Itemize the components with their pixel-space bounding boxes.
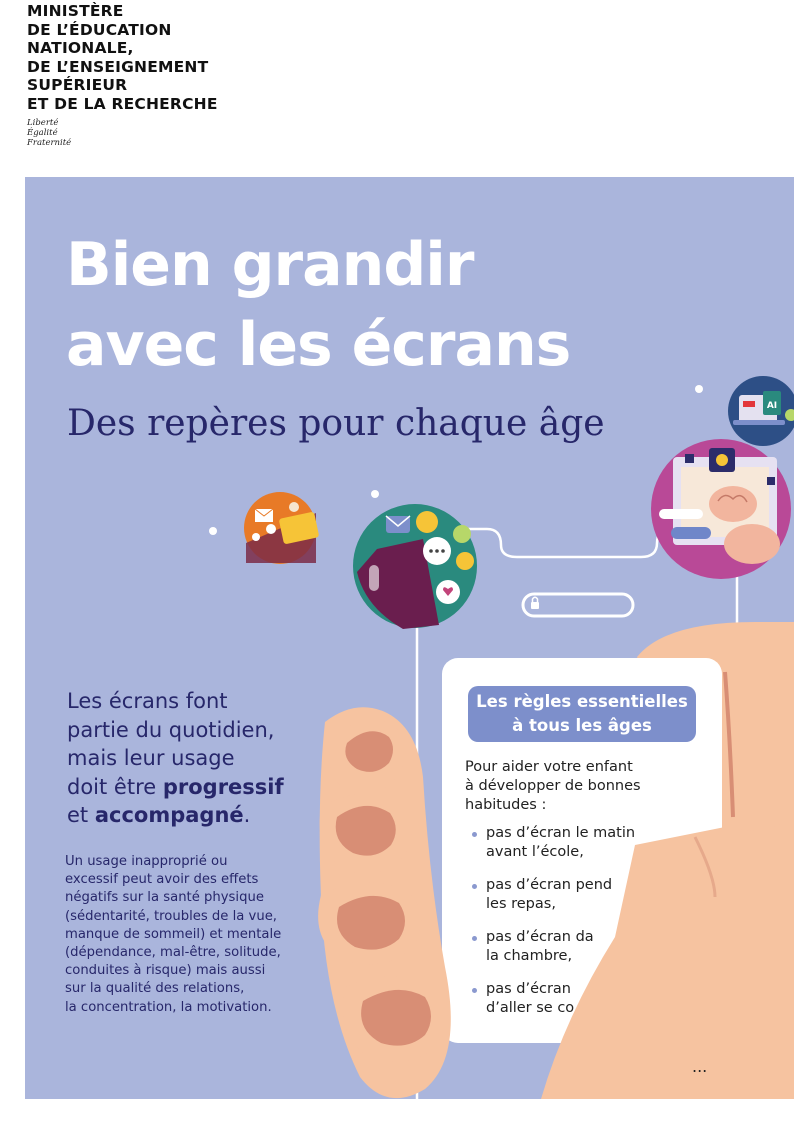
ministry-name-line: SUPÉRIEUR (27, 76, 128, 94)
ministry-name-line: DE L’ÉDUCATION (27, 20, 172, 39)
paragraph-line: conduites à risque) mais aussi (65, 963, 266, 979)
rule-line: pas d’écran le matin (486, 825, 636, 841)
motto-line: Fraternité (27, 138, 72, 148)
intro-line: partie du quotidien, (67, 717, 275, 742)
ai-label: AI (766, 401, 778, 411)
rules-title-line: Les règles essentielles (476, 692, 688, 711)
intro-line: mais leur usage (67, 746, 235, 770)
rule-line: pas d’écran (486, 981, 571, 997)
poster-subtitle: Des repères pour chaque âge (67, 403, 605, 444)
right-palm (541, 817, 794, 1099)
poster-panel (25, 177, 794, 1099)
rule-line: avant l’école, (486, 844, 584, 860)
republic-motto (27, 118, 218, 148)
rule-line: pas d’écran da (486, 929, 594, 945)
rules-intro-line: à développer de bonnes (465, 778, 641, 794)
rule-line: pas d’écran pend (486, 877, 613, 893)
ministry-logo (27, 2, 218, 148)
ministry-name-line: NATIONALE, (27, 39, 134, 57)
rule-line: les repas, (486, 896, 556, 912)
paragraph-line: Un usage inapproprié ou (65, 854, 228, 869)
paragraph-line: (dépendance, mal-être, solitude, (65, 945, 281, 961)
rules-title-line: à tous les âges (512, 716, 652, 735)
rules-intro-line: habitudes : (465, 797, 547, 813)
paragraph-line: sur la qualité des relations, (65, 981, 245, 997)
title-line: avec les écrans (66, 310, 571, 380)
rule-line: d’aller se co (486, 1000, 575, 1016)
motto-line: Égalité (27, 128, 58, 138)
paragraph-line: (sédentarité, troubles de la vue, (65, 908, 277, 924)
intro-text: doit être (67, 774, 163, 799)
title-line: Bien grandir (66, 230, 474, 300)
hand-illustration (25, 177, 794, 1099)
paragraph-line: excessif peut avoir des effets (65, 872, 259, 888)
intro-emphasis: progressif (162, 774, 284, 799)
continuation-ellipsis: ... (692, 1057, 708, 1076)
rule-line: la chambre, (486, 948, 573, 964)
intro-line: Les écrans font (67, 689, 228, 713)
intro-text: et (67, 803, 95, 827)
intro-emphasis: accompagné (94, 803, 244, 827)
ministry-name-line: MINISTÈRE (27, 2, 124, 20)
paragraph-line: négatifs sur la santé physique (65, 890, 264, 906)
motto-line: Liberté (27, 118, 59, 128)
ministry-name-line: ET DE LA RECHERCHE (27, 94, 218, 113)
intro-text: . (243, 803, 251, 827)
paragraph-line: la concentration, la motivation. (65, 999, 272, 1015)
ministry-name-line: DE L’ENSEIGNEMENT (27, 57, 209, 76)
rules-intro-line: Pour aider votre enfant (465, 759, 633, 775)
paragraph-line: manque de sommeil) et mentale (65, 926, 282, 942)
